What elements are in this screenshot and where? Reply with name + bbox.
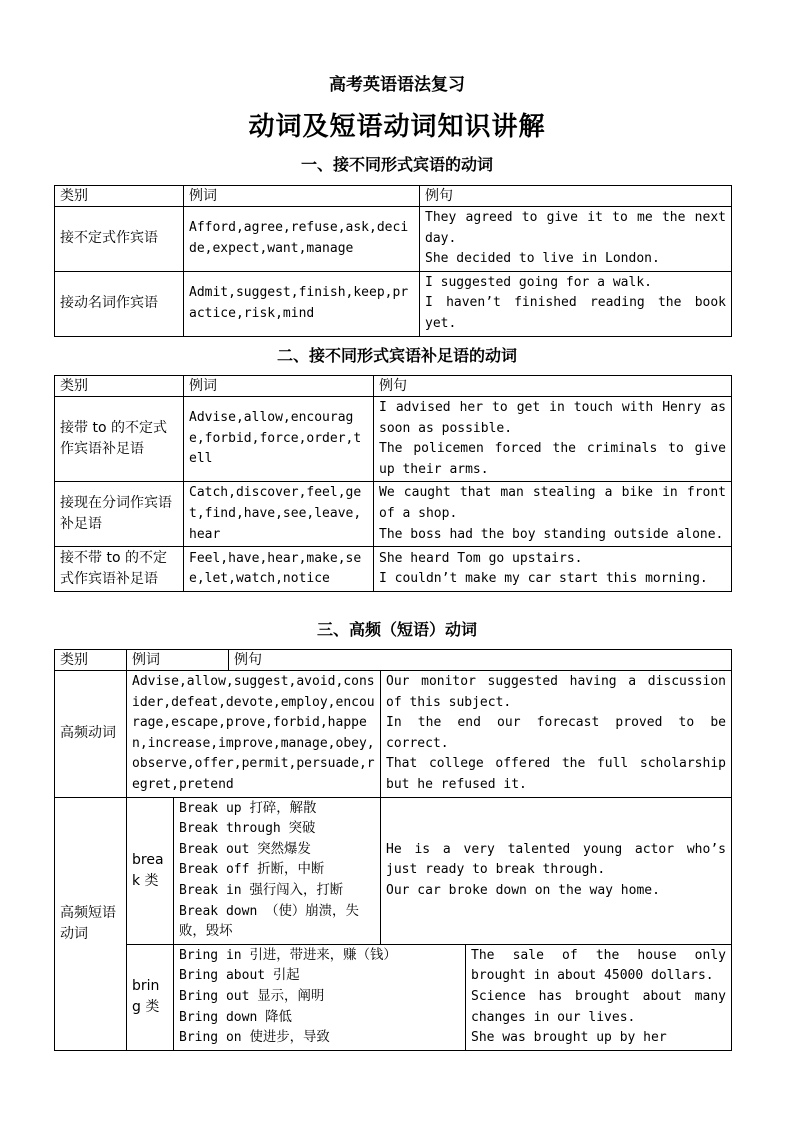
example-sentence: He is a very talented young actor who’s just ready to break through. (386, 841, 726, 878)
column-header: 例句 (374, 376, 732, 397)
example-sentence: I couldn’t make my car start this morning. (379, 571, 708, 587)
words-cell: Catch,discover,feel,get,find,have,see,leave,hear (184, 482, 374, 547)
example-sentence: Science has brought about many changes in our lives. (471, 988, 726, 1025)
phrase-item: Bring about 引起 (179, 968, 300, 984)
column-header: 例词 (184, 186, 420, 207)
example-sentence: I haven’t finished reading the book yet. (425, 295, 726, 331)
table-row (55, 944, 732, 1050)
example-sentence: Our monitor suggested having a discussion of this subject. (386, 674, 726, 710)
table-row (55, 207, 732, 272)
example-sentence: She decided to live in London. (425, 251, 660, 267)
table-header-row (55, 650, 732, 671)
category-cell: 接不带 to 的不定式作宾语补足语 (55, 547, 184, 592)
category-cell: 接动名词作宾语 (55, 271, 184, 336)
column-header: 例词 (127, 650, 229, 671)
phrase-item: Bring out 显示，阐明 (179, 988, 325, 1004)
examples-cell (374, 397, 732, 482)
phrase-item: Break through 突破 (179, 821, 316, 837)
column-header: 类别 (55, 376, 184, 397)
example-sentence: Our car broke down on the way home. (386, 882, 660, 898)
examples-cell (381, 797, 732, 944)
example-sentence: In the end our forecast proved to be correct. (386, 715, 726, 751)
category-cell: 接带 to 的不定式作宾语补足语 (55, 397, 184, 482)
column-header: 例句 (420, 186, 732, 207)
section2-table (54, 375, 732, 592)
examples-cell (381, 671, 732, 798)
examples-cell (420, 207, 732, 272)
table-row (55, 671, 732, 798)
examples-cell (374, 482, 732, 547)
phrase-item: Break out 突然爆发 (179, 841, 311, 857)
words-cell: Admit,suggest,finish,keep,practice,risk,mind (184, 271, 420, 336)
example-sentence: We caught that man stealing a bike in front of a shop. (379, 485, 726, 521)
table-row (55, 397, 732, 482)
words-cell: Advise,allow,encourage,forbid,force,order,tell (184, 397, 374, 482)
example-sentence: I suggested going for a walk. (425, 274, 652, 290)
examples-cell (374, 547, 732, 592)
table-header-row (55, 376, 732, 397)
category-cell: 接不定式作宾语 (55, 207, 184, 272)
example-sentence: She heard Tom go upstairs. (379, 550, 583, 566)
category-cell: 接现在分词作宾语补足语 (55, 482, 184, 547)
table-row (55, 797, 732, 944)
examples-cell (420, 271, 732, 336)
example-sentence: The boss had the boy standing outside alone. (379, 526, 724, 542)
phrase-item: Break up 打碎，解散 (179, 800, 317, 816)
column-header: 例词 (184, 376, 374, 397)
column-header: 类别 (55, 186, 184, 207)
table-row (55, 547, 732, 592)
phrase-item: Bring in 引进，带进来，赚（钱） (179, 947, 397, 963)
example-sentence: The sale of the house only brought in about 45000 dollars. (471, 947, 726, 984)
example-sentence: I advised her to get in touch with Henry as soon as possible. (379, 400, 726, 436)
table-row (55, 482, 732, 547)
example-sentence: The policemen forced the criminals to give up their arms. (379, 441, 726, 477)
table-row (55, 271, 732, 336)
table-header-row (55, 186, 732, 207)
group-label-cell: bring 类 (127, 944, 174, 1050)
section3-heading: 三、高频（短语）动词 (316, 620, 477, 639)
column-header: 例句 (229, 650, 732, 671)
document-title: 动词及短语动词知识讲解 (248, 112, 546, 142)
category-cell: 高频动词 (55, 671, 127, 798)
section1-heading: 一、接不同形式宾语的动词 (300, 155, 493, 174)
example-sentence: She was brought up by her (471, 1030, 667, 1046)
section1-table (54, 185, 732, 337)
phrase-list-cell (174, 944, 466, 1050)
phrase-item: Break off 折断，中断 (179, 862, 325, 878)
section2-heading: 二、接不同形式宾语补足语的动词 (276, 346, 517, 365)
phrase-list-cell (174, 797, 381, 944)
document-subtitle: 高考英语语法复习 (329, 75, 465, 95)
words-cell: Feel,have,hear,make,see,let,watch,notice (184, 547, 374, 592)
category-cell: 高频短语动词 (55, 797, 127, 1050)
phrase-item: Bring on 使进步，导致 (179, 1030, 330, 1046)
example-sentence: They agreed to give it to me the next day. (425, 210, 726, 246)
words-cell: Advise,allow,suggest,avoid,consider,defeat,devote,employ,encourage,escape,prove,forbid,happen,increase,improve,manage,obey,observe,offer,permit,persuade,regret,pretend (127, 671, 381, 798)
section3-table (54, 649, 732, 1051)
example-sentence: That college offered the full scholarship but he refused it. (386, 756, 726, 792)
phrase-item: Break in 强行闯入，打断 (179, 882, 344, 898)
group-label-cell: break 类 (127, 797, 174, 944)
examples-cell (466, 944, 732, 1050)
column-header: 类别 (55, 650, 127, 671)
phrase-item: Bring down 降低 (179, 1009, 292, 1025)
words-cell: Afford,agree,refuse,ask,decide,expect,want,manage (184, 207, 420, 272)
phrase-item: Break down （使）崩溃，失败，毁坏 (179, 903, 359, 940)
